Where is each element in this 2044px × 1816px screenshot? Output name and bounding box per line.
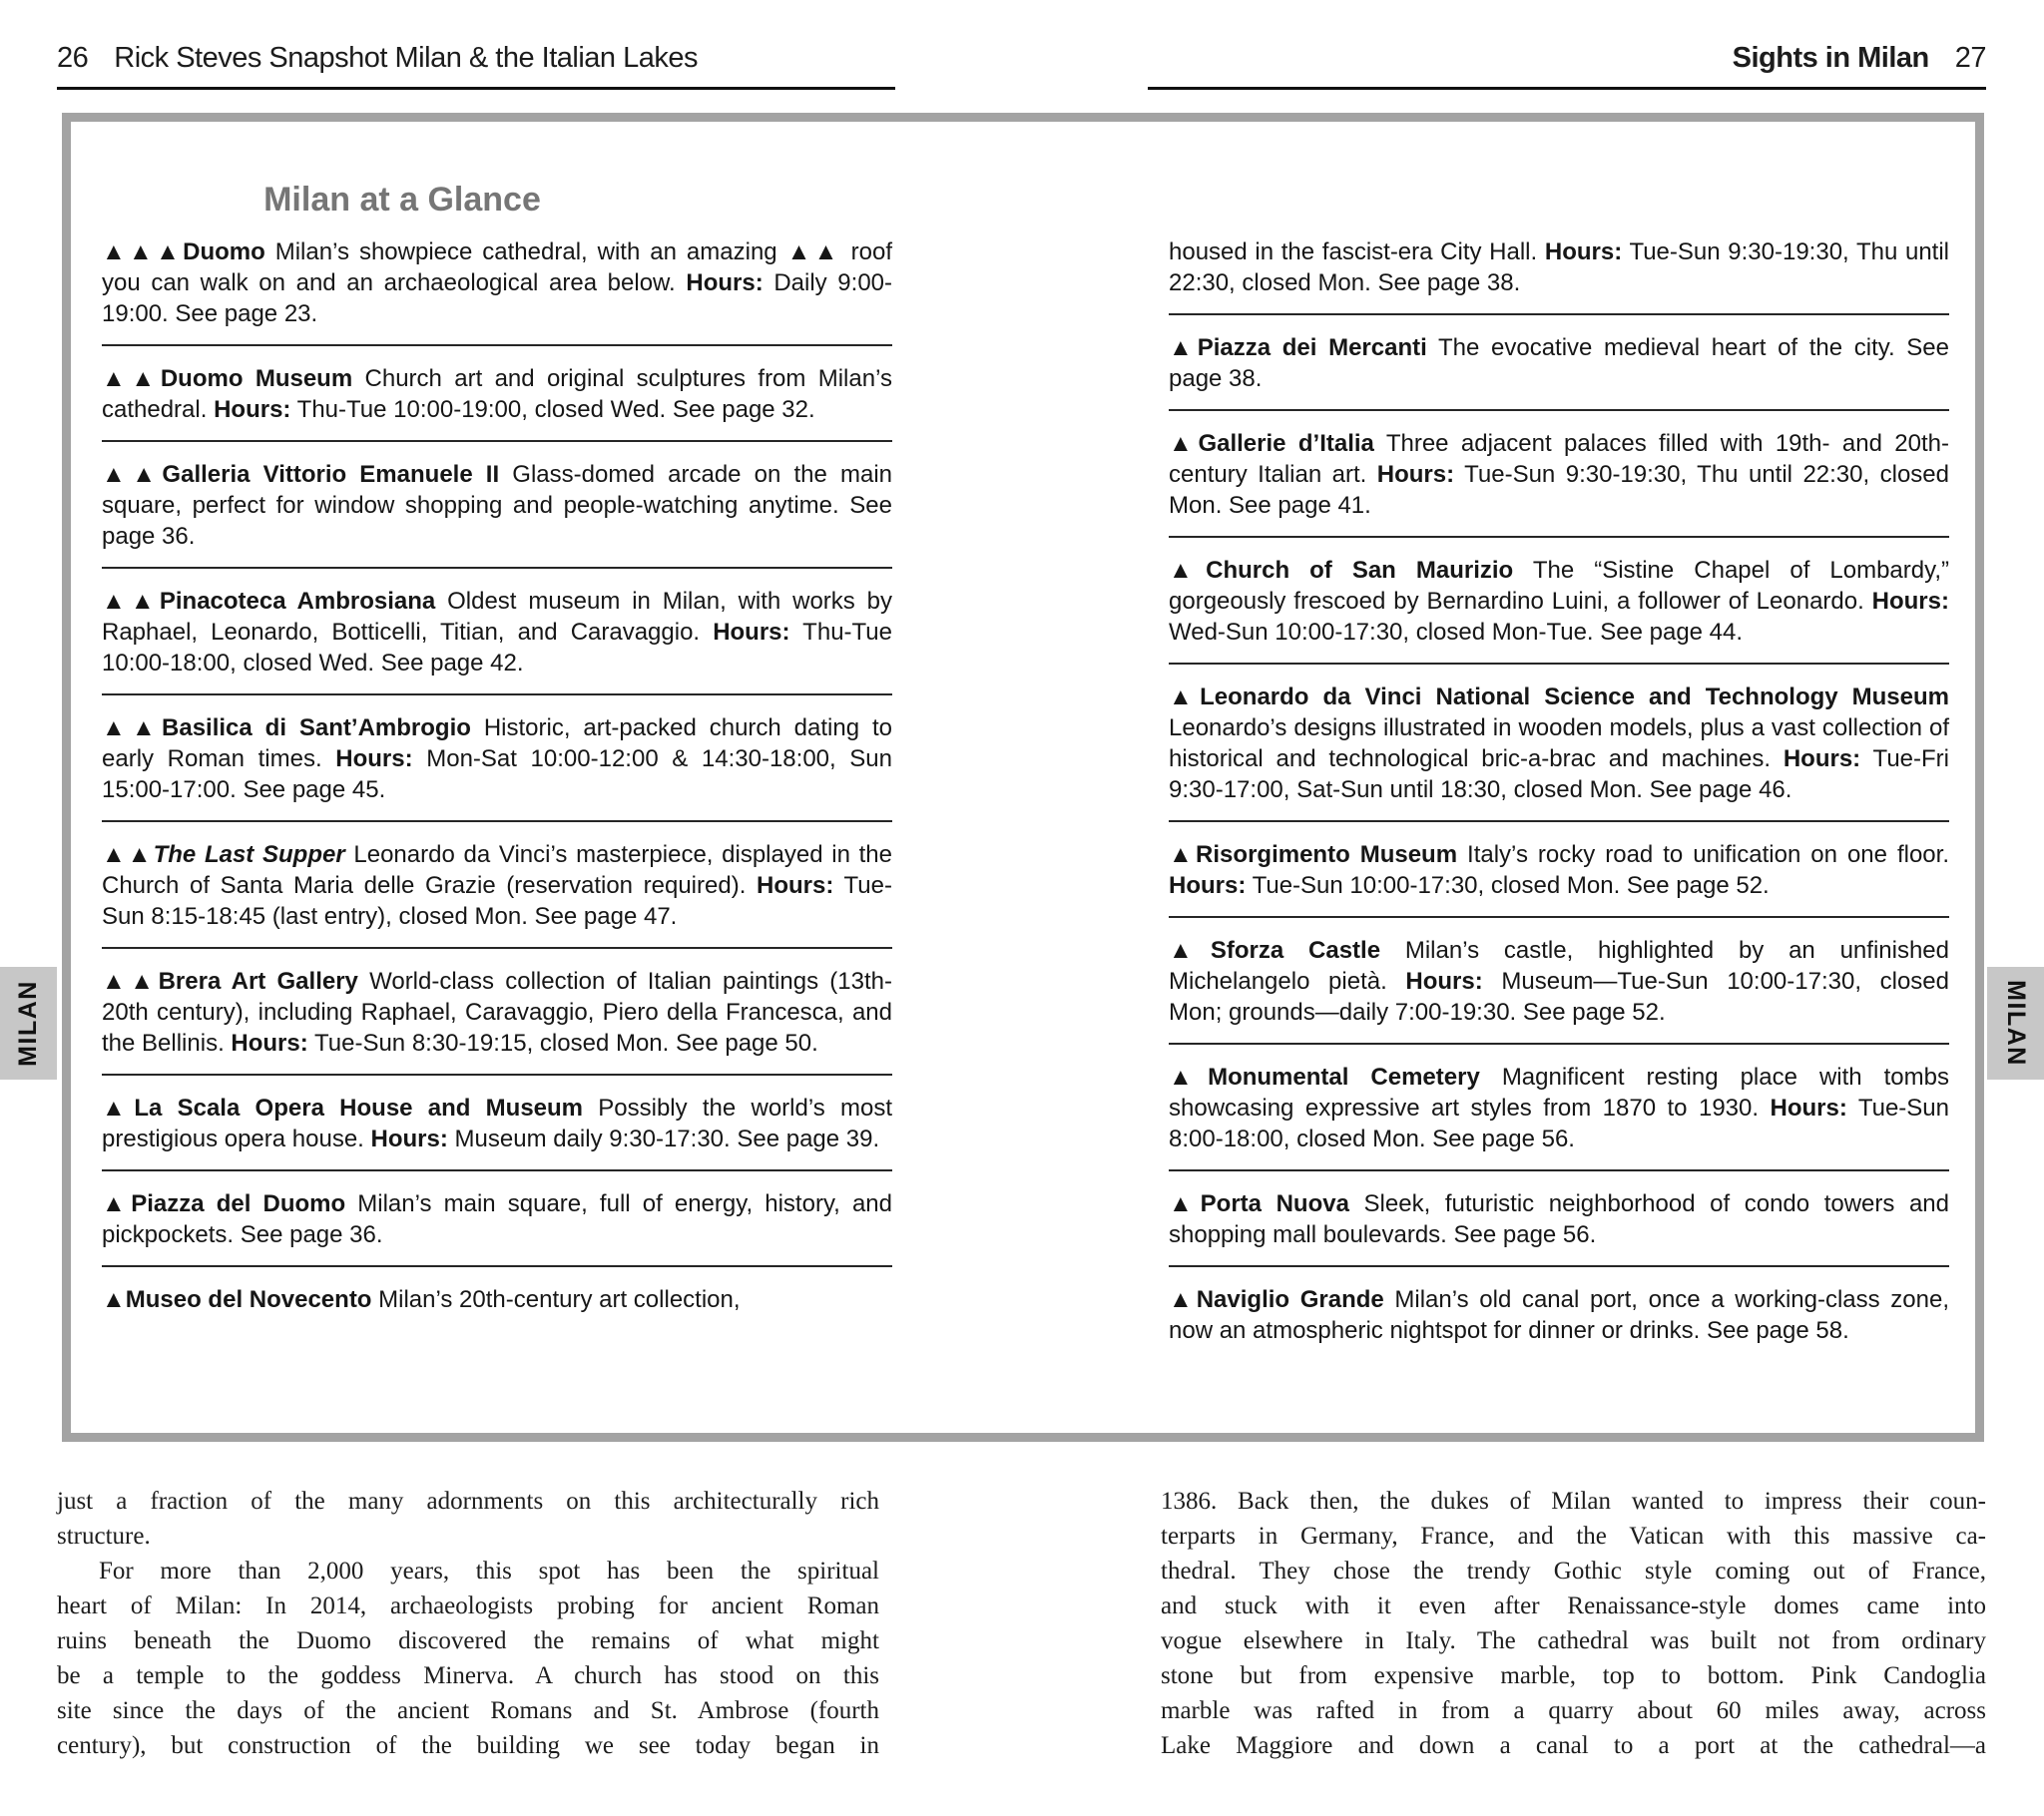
glance-entry: ▲Monumental Cemetery Magnificent resting place with tombs showcasing expressive art styles from 1870 to 1930. Hours: Tue-Sun 8:00-18:00, closed Mon. See page 56. xyxy=(1169,1045,1949,1171)
chapter-title: Sights in Milan xyxy=(1732,42,1929,74)
glance-entry: ▲Church of San Maurizio The “Sistine Chapel of Lombardy,” gorgeously frescoed by Bernardino Luini, a follower of Leonardo. Hours: Wed-Sun 10:00-17:30, closed Mon-Tue. See page 44. xyxy=(1169,538,1949,665)
section-tab-right xyxy=(1987,967,2044,1080)
glance-entry: ▲La Scala Opera House and Museum Possibly the world’s most prestigious opera house. Hours: Museum daily 9:30-17:30. See page 39. xyxy=(102,1076,892,1171)
text-line: marble was rafted in from a quarry about 60 miles away, across xyxy=(1161,1697,1986,1724)
text-line: vogue elsewhere in Italy. The cathedral was built not from ordinary xyxy=(1161,1627,1986,1654)
body-text-left-page xyxy=(57,1484,879,1763)
glance-entry: ▲Gallerie d’Italia Three adjacent palaces filled with 19th- and 20th-century Italian art. Hours: Tue-Sun 9:30-19:30, Thu until 22:30, closed Mon. See page 41. xyxy=(1169,411,1949,538)
text-line: terparts in Germany, France, and the Vatican with this massive ca- xyxy=(1161,1523,1986,1550)
text-line: structure. xyxy=(57,1523,151,1550)
page-number-right: 27 xyxy=(1954,42,1986,74)
glance-entry: ▲▲The Last Supper Leonardo da Vinci’s masterpiece, displayed in the Church of Santa Maria delle Grazie (reservation required). Hours: Tue-Sun 8:15-18:45 (last entry), closed Mon. See page 47. xyxy=(102,822,892,949)
section-tab-left-label: MILAN xyxy=(14,980,42,1067)
text-line: ruins beneath the Duomo discovered the remains of what might xyxy=(57,1627,879,1654)
text-line: be a temple to the goddess Minerva. A church has stood on this xyxy=(57,1662,879,1689)
glance-entries-left xyxy=(102,236,892,1315)
glance-entry: ▲Piazza dei Mercanti The evocative medieval heart of the city. See page 38. xyxy=(1169,315,1949,411)
header-rule-left xyxy=(57,87,895,90)
glance-entry: ▲▲Galleria Vittorio Emanuele II Glass-domed arcade on the main square, perfect for window shopping and people-watching anytime. See page 36. xyxy=(102,442,892,569)
section-tab-left xyxy=(0,967,57,1080)
page-header-left xyxy=(57,42,895,82)
text-line: Lake Maggiore and down a canal to a port at the cathedral—a xyxy=(1161,1732,1986,1759)
glance-entry: ▲▲Duomo Museum Church art and original sculptures from Milan’s cathedral. Hours: Thu-Tue 10:00-19:00, closed Wed. See page 32. xyxy=(102,346,892,442)
glance-entry: ▲Piazza del Duomo Milan’s main square, full of energy, history, and pickpockets. See page 36. xyxy=(102,1171,892,1267)
milan-at-a-glance-box xyxy=(62,113,1984,1442)
body-text-right-page xyxy=(1161,1484,1986,1763)
glance-column-right xyxy=(1169,122,1949,1433)
glance-entry: ▲Risorgimento Museum Italy’s rocky road to unification on one floor. Hours: Tue-Sun 10:00-17:30, closed Mon. See page 52. xyxy=(1169,822,1949,918)
text-line: century), but construction of the building we see today began in xyxy=(57,1732,879,1759)
book-title: Rick Steves Snapshot Milan & the Italian Lakes xyxy=(114,42,698,74)
glance-entry: ▲▲Brera Art Gallery World-class collection of Italian paintings (13th-20th century), including Raphael, Caravaggio, Piero della Francesca, and the Bellinis. Hours: Tue-Sun 8:30-19:15, closed Mon. See page 50. xyxy=(102,949,892,1076)
glance-entry: ▲▲Basilica di Sant’Ambrogio Historic, art-packed church dating to early Roman times. Hours: Mon-Sat 10:00-12:00 & 14:30-18:00, Sun 15:00-17:00. See page 45. xyxy=(102,695,892,822)
text-line: For more than 2,000 years, this spot has been the spiritual xyxy=(99,1558,879,1585)
text-line: and stuck with it even after Renaissance-style domes came into xyxy=(1161,1592,1986,1619)
text-line: thedral. They chose the trendy Gothic style coming out of France, xyxy=(1161,1558,1986,1585)
glance-entry: ▲▲▲Duomo Milan’s showpiece cathedral, with an amazing ▲▲ roof you can walk on and an archaeological area below. Hours: Daily 9:00-19:00. See page 23. xyxy=(102,236,892,346)
glance-column-left xyxy=(102,122,892,1433)
glance-entry: ▲Porta Nuova Sleek, futuristic neighborhood of condo towers and shopping mall boulevards. See page 56. xyxy=(1169,1171,1949,1267)
glance-box-title: Milan at a Glance xyxy=(263,181,541,219)
glance-entry: housed in the fascist-era City Hall. Hours: Tue-Sun 9:30-19:30, Thu until 22:30, closed Mon. See page 38. xyxy=(1169,236,1949,315)
glance-entry: ▲Leonardo da Vinci National Science and Technology Museum Leonardo’s designs illustrated in wooden models, plus a vast collection of historical and technological bric-a-brac and machines. Hours: Tue-Fri 9:30-17:00, Sat-Sun until 18:30, closed Mon. See page 46. xyxy=(1169,665,1949,822)
glance-entry: ▲Sforza Castle Milan’s castle, highlighted by an unfinished Michelangelo pietà. Hours: Museum—Tue-Sun 10:00-17:30, closed Mon; grounds—daily 7:00-19:30. See page 52. xyxy=(1169,918,1949,1045)
page-number-left: 26 xyxy=(57,42,89,74)
glance-entries-right xyxy=(1169,236,1949,1346)
text-line: site since the days of the ancient Romans and St. Ambrose (fourth xyxy=(57,1697,879,1724)
text-line: just a fraction of the many adornments on this architecturally rich xyxy=(57,1488,879,1515)
section-tab-right-label: MILAN xyxy=(2002,980,2030,1067)
text-line: heart of Milan: In 2014, archaeologists probing for ancient Roman xyxy=(57,1592,879,1619)
glance-entry: ▲Museo del Novecento Milan’s 20th-century art collection, xyxy=(102,1286,741,1313)
text-line: 1386. Back then, the dukes of Milan wanted to impress their coun- xyxy=(1161,1488,1986,1515)
text-line: stone but from expensive marble, top to bottom. Pink Candoglia xyxy=(1161,1662,1986,1689)
glance-entry: ▲▲Pinacoteca Ambrosiana Oldest museum in Milan, with works by Raphael, Leonardo, Botticelli, Titian, and Caravaggio. Hours: Thu-Tue 10:00-18:00, closed Wed. See page 42. xyxy=(102,569,892,695)
glance-entry: ▲Naviglio Grande Milan’s old canal port, once a working-class zone, now an atmospheric nightspot for dinner or drinks. See page 58. xyxy=(1169,1286,1950,1344)
header-rule-right xyxy=(1148,87,1986,90)
page-header-right xyxy=(1148,42,1986,82)
